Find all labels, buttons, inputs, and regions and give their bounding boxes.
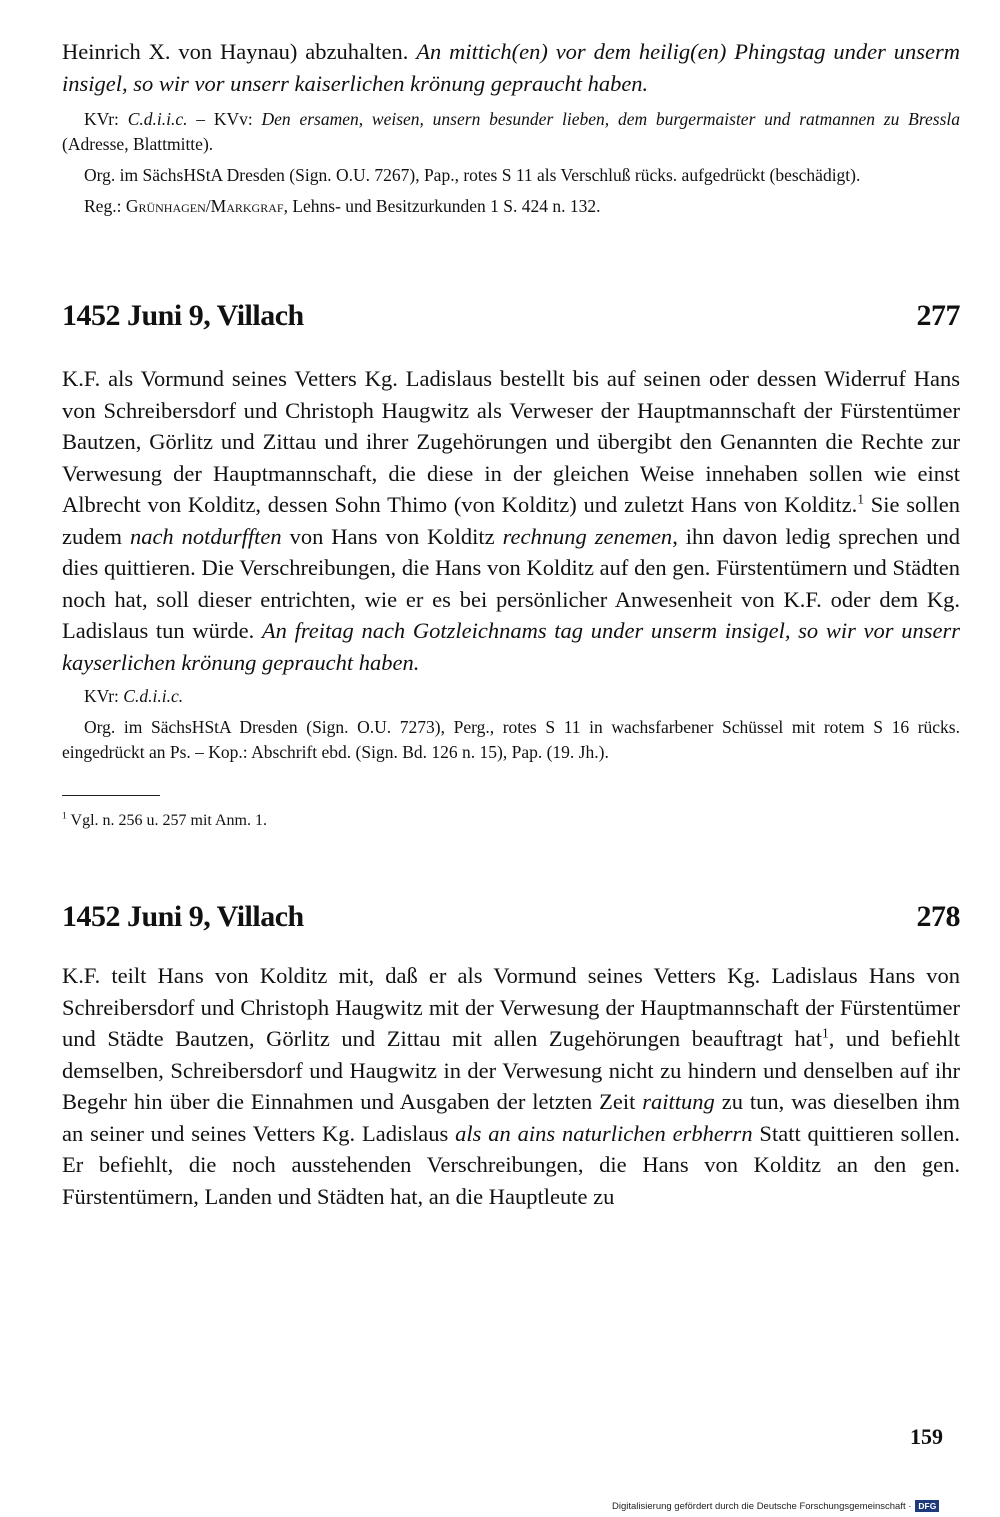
- intro-text: Heinrich X. von Haynau) abzuhalten.: [62, 39, 417, 64]
- entry-277-date-place: 1452 Juni 9, Villach: [62, 299, 304, 332]
- footnote-text: Vgl. n. 256 u. 257 mit Anm. 1.: [66, 812, 267, 829]
- kvr-value: C.d.i.i.c.: [123, 686, 184, 706]
- regest-text: , und befiehlt demselben, Schreibersdorf und Haugwitz in der Verwesung nicht zu hindern und denselben auf ihr Begehr hin über die Einnahmen und Ausgaben der letzten Zeit: [62, 1026, 960, 1114]
- entry-277-number: 277: [916, 299, 960, 332]
- entry-277-kv-note: [62, 684, 960, 709]
- quote-italic: raittung: [642, 1089, 715, 1114]
- digitization-credit: [612, 1500, 939, 1512]
- entry-278-date-place: 1452 Juni 9, Villach: [62, 900, 304, 933]
- reg-label: Reg.:: [84, 196, 126, 216]
- intro-kv-note: [62, 107, 960, 157]
- footnote-divider: [62, 795, 160, 796]
- regest-text: von Hans von Kolditz: [281, 523, 503, 549]
- intro-original-note: Org. im SächsHStA Dresden (Sign. O.U. 7267), Pap., rotes S 11 als Verschluß rücks. aufgedrückt (beschädigt).: [84, 165, 861, 185]
- footnote-ref: 1: [857, 491, 865, 507]
- entry-277-regest: [62, 363, 960, 678]
- footnote: [62, 810, 960, 832]
- entry-277-original-note: Org. im SächsHStA Dresden (Sign. O.U. 7273), Perg., rotes S 11 in wachsfarbener Schüssel mit rotem S 16 rücks. eingedrückt an Ps. – Kop.: Abschrift ebd. (Sign. Bd. 126 n. 15), Pap. (19. Jh.).: [62, 717, 960, 762]
- entry-278-heading: [62, 900, 960, 934]
- kvv-value: Den ersamen, weisen, unsern besunder lieben, dem burgermaister und ratmannen zu Bressla: [261, 109, 961, 129]
- regest-text: zu tun, was dieselben ihm an seiner und seines Vetters Kg. Ladislaus: [62, 1089, 960, 1146]
- reg-reference: , Lehns- und Besitzurkunden 1 S. 424 n. 132.: [283, 196, 601, 216]
- kvr-value: C.d.i.i.c.: [127, 109, 188, 129]
- regest-text: K.F. teilt Hans von Kolditz mit, daß er als Vormund seines Vetters Kg. Ladislaus Hans von Schreibersdorf und Christoph Haugwitz mit der Verwesung der Hauptmannschaft der Fürstentümer und Städte Bautzen, Görlitz und Zittau mit allen Zugehörungen beauftragt hat: [62, 963, 960, 1051]
- entry-277-heading: [62, 299, 960, 333]
- intro-paragraph: [62, 36, 960, 99]
- kvr-label: KVr:: [84, 109, 128, 129]
- quote-italic: rechnung zenemen: [502, 523, 673, 549]
- page-number: 159: [910, 1424, 943, 1449]
- entry-278-number: 278: [916, 900, 960, 933]
- entry-278-regest: [62, 960, 960, 1212]
- kvr-label: KVr:: [84, 686, 124, 706]
- regest-text: , ihn davon ledig sprechen und dies quittieren. Die Verschreibungen, die Hans von Kolditz auf den gen. Fürstentümern und Städten noch hat, soll dieser entrichten, wie er es bei persönlicher Anwesenheit von K.F. oder dem Kg. Ladislaus tun würde.: [62, 523, 961, 643]
- dating-clause: An freitag nach Gotzleichnams tag under unserm insigel, so wir vor unserr kayserlichen krönung gepraucht haben.: [62, 618, 960, 675]
- kvv-label: – KVv:: [187, 109, 262, 129]
- footnote-ref: 1: [821, 1025, 829, 1041]
- quote-italic: nach notdurfften: [129, 523, 282, 549]
- reg-authors: Grünhagen/Markgraf: [125, 196, 284, 216]
- kvv-note: (Adresse, Blattmitte).: [62, 134, 214, 154]
- regest-text: Sie sollen zudem: [62, 492, 960, 549]
- dfg-logo-icon: DFG: [915, 1500, 939, 1512]
- regest-text: K.F. als Vormund seines Vetters Kg. Ladislaus bestellt bis auf seinen oder dessen Widerruf Hans von Schreibersdorf und Christoph Haugwitz als Verweser der Hauptmannschaft der Fürstentümer Bautzen, Görlitz und Zittau und ihrer Zugehörungen und übergibt den Genannten die Rechte zur Verwesung der Hauptmannschaft, die diese in der gleichen Weise innehaben sollen wie einst Albrecht von Kolditz, dessen Sohn Thimo (von Kolditz) und zuletzt Hans von Kolditz.: [62, 366, 960, 517]
- intro-dating-clause: An mittich(en) vor dem heilig(en) Phingstag under unserm insigel, so wir vor unserr kaiserlichen krönung gepraucht haben.: [62, 39, 960, 96]
- credit-text: Digitalisierung gefördert durch die Deutsche Forschungsgemeinschaft ·: [612, 1500, 912, 1512]
- intro-regest-note: [62, 194, 960, 219]
- quote-italic: als an ains naturlichen erbherrn: [455, 1120, 753, 1146]
- regest-text: Statt quittieren sollen. Er befiehlt, die noch ausstehenden Verschreibungen, die Hans von Kolditz an den gen. Fürstentümern, Landen und Städten hat, an die Hauptleute zu: [62, 1120, 960, 1209]
- footnote-mark: 1: [62, 810, 67, 822]
- page-content: [62, 36, 960, 1212]
